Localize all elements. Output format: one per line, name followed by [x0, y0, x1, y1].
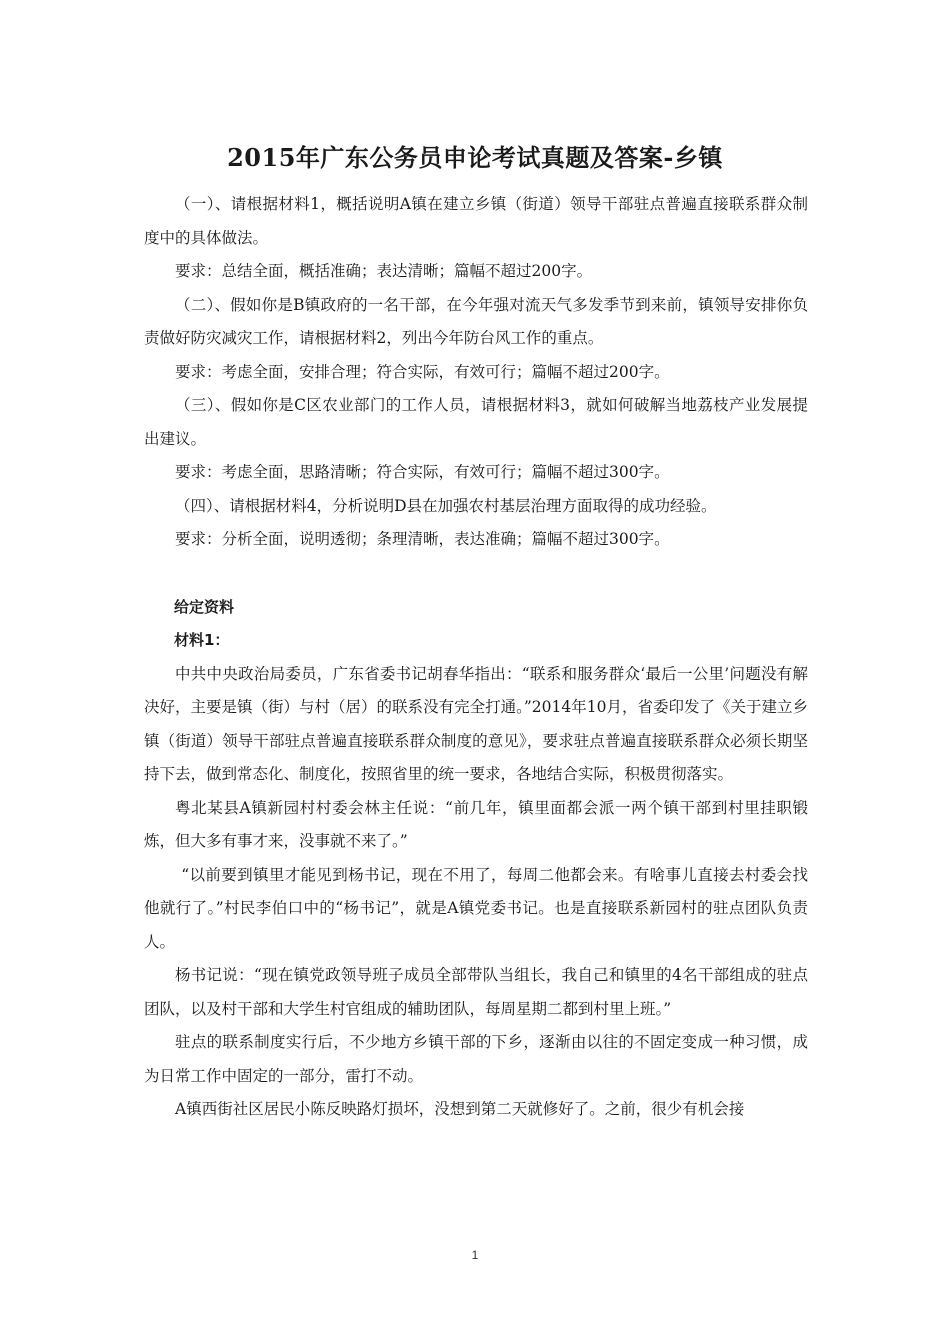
material-paragraph: 粤北某县A镇新园村村委会林主任说：“前几年，镇里面都会派一两个镇干部到村里挂职锻炼，但大多有事才来，没事就不来了。” — [144, 798, 808, 850]
question-3-prompt: （三）、假如你是C区农业部门的工作人员，请根据材料3，就如何破解当地荔枝产业发展提出建议。 — [144, 396, 808, 448]
section-heading: 给定资料 — [174, 597, 235, 616]
material-heading: 材料1： — [174, 631, 230, 649]
material-paragraph: 杨书记说：“现在镇党政领导班子成员全部带队当组长，我自己和镇里的4名干部组成的驻点团队，以及村干部和大学生村官组成的辅助团队，每周星期二都到村里上班。” — [144, 966, 808, 1018]
page-number: 1 — [471, 1248, 479, 1262]
question-4-requirement: 要求：分析全面，说明透彻；条理清晰，表达准确；篇幅不超过300字。 — [175, 530, 670, 548]
question-4-prompt: （四）、请根据材料4，分析说明D县在加强农村基层治理方面取得的成功经验。 — [175, 496, 717, 515]
material-paragraph: A镇西街社区居民小陈反映路灯损坏，没想到第二天就修好了。之前，很少有机会接 — [175, 1100, 745, 1118]
material-paragraph: 驻点的联系制度实行后，不少地方乡镇干部的下乡，逐渐由以往的不固定变成一种习惯，成为日常工作中固定的一部分，雷打不动。 — [144, 1033, 808, 1085]
document-body — [144, 188, 808, 1127]
question-3-requirement: 要求：考虑全面，思路清晰；符合实际，有效可行；篇幅不超过300字。 — [175, 463, 670, 481]
page-title: 2015年广东公务员申论考试真题及答案-乡镇 — [227, 143, 723, 172]
question-2-prompt: （二）、假如你是B镇政府的一名干部，在今年强对流天气多发季节到来前，镇领导安排你负责做好防灾减灾工作，请根据材料2，列出今年防台风工作的重点。 — [144, 295, 808, 347]
material-paragraph: “以前要到镇里才能见到杨书记，现在不用了，每周二他都会来。有啥事儿直接去村委会找他就行了。”村民李伯口中的“杨书记”，就是A镇党委书记。也是直接联系新园村的驻点团队负责人。 — [144, 865, 808, 951]
question-1-requirement: 要求：总结全面，概括准确；表达清晰；篇幅不超过200字。 — [175, 262, 593, 280]
material-paragraph: 中共中央政治局委员，广东省委书记胡春华指出：“联系和服务群众‘最后一公里’问题没有解决好，主要是镇（街）与村（居）的联系没有完全打通。”2014年10月，省委印发了《关于建立乡镇（街道）领导干部驻点普遍直接联系群众制度的意见》，要求驻点普遍直接联系群众必须长期坚持下去，做到常态化、制度化，按照省里的统一要求，各地结合实际，积极贯彻落实。 — [144, 664, 808, 783]
question-1-prompt: （一）、请根据材料1，概括说明A镇在建立乡镇（街道）领导干部驻点普遍直接联系群众制度中的具体做法。 — [144, 195, 808, 247]
question-2-requirement: 要求：考虑全面，安排合理；符合实际，有效可行；篇幅不超过200字。 — [175, 362, 670, 381]
